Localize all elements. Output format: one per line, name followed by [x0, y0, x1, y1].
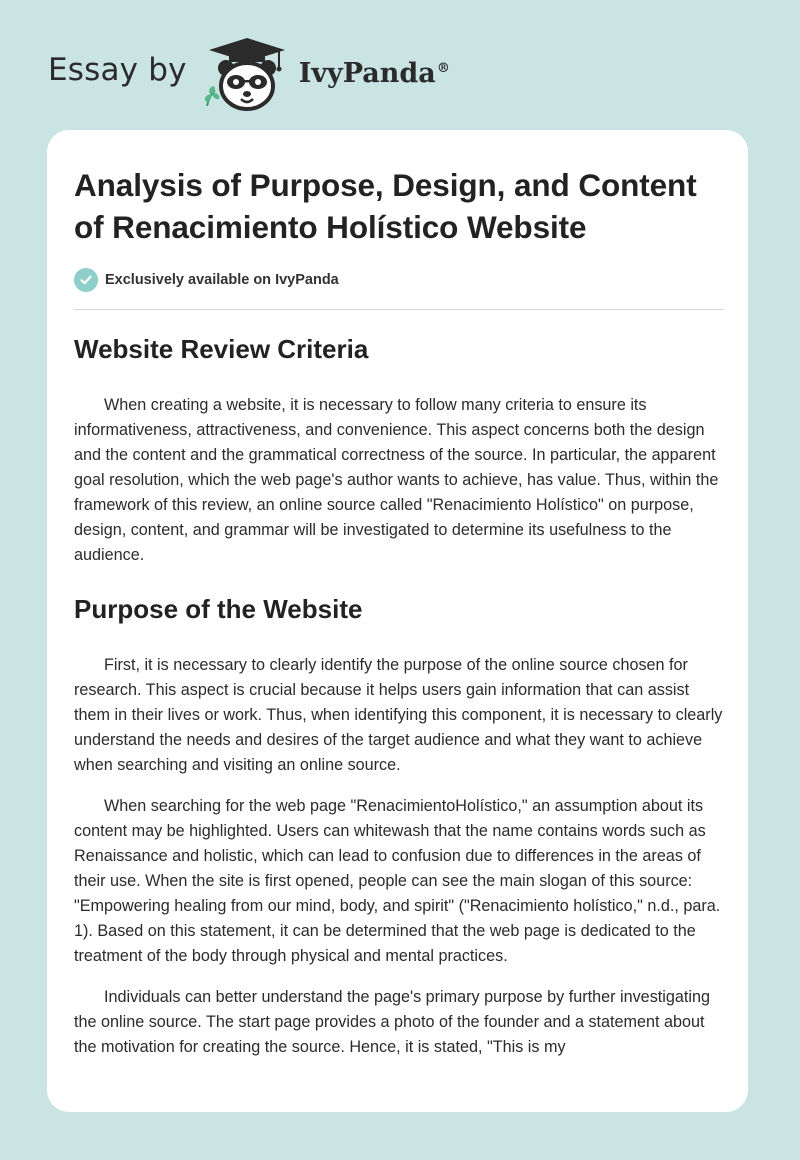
paragraph: When creating a website, it is necessary to follow many criteria to ensure its informativeness, attractiveness, and convenience. This aspect concerns both the design and the content and the grammatical correctness of the source. In particular, the apparent goal resolution, which the web page's author wants to achieve, has value. Thus, within the framework of this review, an online source called "Renacimiento Holístico" on purpose, design, content, and grammar will be investigated to determine its usefulness to the audience.: [74, 396, 719, 564]
paragraph: Individuals can better understand the page's primary purpose by further investigating the online source. The start page provides a photo of the founder and a statement about the motivation for creating the source. Hence, it is stated, "This is my: [74, 988, 710, 1056]
title-divider: [74, 309, 724, 310]
exclusive-badge-text: Exclusively available on IvyPanda: [105, 272, 339, 288]
essay-by-label: Essay by: [48, 52, 187, 88]
essay-title: Analysis of Purpose, Design, and Content of Renacimiento Holístico Website: [74, 167, 697, 245]
essay-card: [47, 130, 748, 1112]
exclusive-badge: [74, 266, 724, 294]
ivypanda-brand-name[interactable]: IvyPanda®: [298, 57, 450, 89]
registered-mark: ®: [436, 60, 450, 76]
section-heading-purpose: Purpose of the Website: [74, 594, 363, 624]
site-header: [48, 34, 450, 114]
check-circle-icon: [74, 268, 98, 292]
paragraph: When searching for the web page "RenacimientoHolístico," an assumption about its content may be highlighted. Users can whitewash that the name contains words such as Renaissance and holistic, which can lead to confusion due to differences in the areas of their use. When the site is first opened, people can see the main slogan of this source: "Empowering healing from our mind, body, and spirit" ("Renacimiento holístico," n.d., para. 1). Based on this statement, it can be determined that the web page is dedicated to the treatment of the body through physical and mental practices.: [74, 797, 721, 965]
paragraph: First, it is necessary to clearly identify the purpose of the online source chosen for research. This aspect is crucial because it helps users gain information that can assist them in their lives or work. Thus, when identifying this component, it is necessary to clearly understand the needs and desires of the target audience and what they want to achieve when searching and visiting an online source.: [74, 656, 723, 774]
panda-graduate-logo-icon[interactable]: [199, 34, 295, 114]
section-heading-review-criteria: Website Review Criteria: [74, 334, 369, 364]
essay-content: [74, 164, 724, 1060]
